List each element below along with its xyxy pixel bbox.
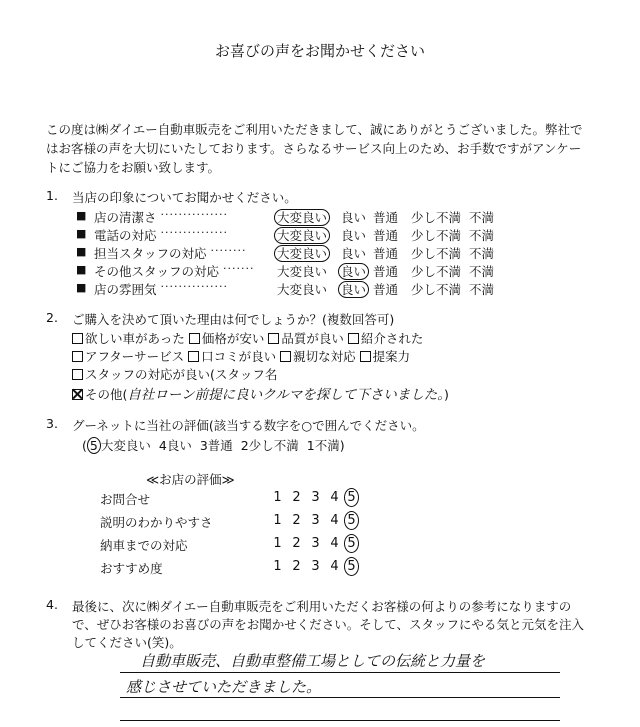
rating-option-label: 良い — [341, 210, 367, 225]
rating-option-selected: 大変良い — [274, 227, 330, 244]
evaluation-item-label: お問合せ — [100, 492, 151, 507]
score-number[interactable]: 1 — [273, 513, 282, 528]
rating-option-label: 不満 — [469, 246, 495, 261]
rating-option-label: 少し不満 — [411, 210, 462, 225]
checkbox-box[interactable] — [280, 351, 291, 362]
rating-option-label: 不満 — [469, 228, 495, 243]
checkbox-option[interactable] — [268, 331, 344, 346]
rating-row-label: 店の雰囲気 — [94, 282, 157, 297]
rating-row-label: 担当スタッフの対応 — [94, 246, 207, 261]
handwritten-comment: 自動車販売、自動車整備工場としての伝統と力量を — [140, 652, 486, 670]
close-paren: ) — [339, 438, 345, 453]
rating-option-label: 不満 — [469, 282, 495, 297]
bullet-icon: ■ — [76, 227, 87, 240]
rating-option[interactable] — [469, 244, 494, 262]
question-text: ご購入を決めて頂いた理由は何でしょうか？(複数回答可) — [72, 312, 395, 327]
checkbox-box[interactable] — [72, 351, 83, 362]
intro-line: はお客様の声を大切にいたしております。さらなるサービス向上のため、お手数ですがアンケー — [46, 141, 582, 156]
rating-option[interactable] — [411, 226, 461, 244]
score-number-selected[interactable]: 5 — [344, 534, 359, 553]
score-number[interactable]: 4 — [330, 559, 339, 574]
question-text: してください(笑)。 — [72, 635, 182, 650]
checkbox-option[interactable] — [188, 349, 276, 364]
rating-option[interactable] — [277, 244, 327, 262]
bullet-icon: ■ — [76, 281, 87, 294]
score-number-selected[interactable]: 5 — [344, 511, 359, 530]
rating-option-label: 普通 — [373, 282, 399, 297]
rating-option[interactable] — [341, 280, 366, 298]
checkbox-label: その他( — [85, 387, 128, 402]
answer-line — [120, 697, 560, 698]
rating-option[interactable] — [277, 262, 327, 280]
evaluation-score — [268, 557, 359, 576]
bullet-icon: ■ — [76, 263, 87, 276]
scale-item — [241, 438, 299, 453]
rating-option[interactable] — [411, 208, 461, 226]
checkbox-label: アフターサービス — [85, 349, 185, 364]
checkbox-option[interactable] — [280, 349, 356, 364]
score-number[interactable]: 3 — [311, 559, 320, 574]
evaluation-score — [268, 488, 359, 507]
checkbox-row — [72, 347, 410, 365]
rating-option-selected: 良い — [338, 263, 369, 280]
page-title: お喜びの声をお聞かせください — [214, 42, 425, 60]
scale-label: 不満 — [314, 438, 340, 453]
checkbox-other[interactable] — [72, 383, 449, 403]
question-text: 最後に、次に㈱ダイエー自動車販売をご利用いただくお客様の何よりの参考になりますの — [72, 599, 572, 614]
rating-option[interactable] — [373, 262, 398, 280]
evaluation-heading: ≪お店の評価≫ — [146, 472, 235, 487]
rating-option[interactable] — [469, 280, 494, 298]
checkbox-label: 品質が良い — [281, 331, 344, 346]
bullet-icon: ■ — [76, 245, 87, 258]
rating-option[interactable] — [373, 244, 398, 262]
rating-option-label: 良い — [341, 228, 367, 243]
rating-option[interactable] — [411, 262, 461, 280]
rating-option-label: 少し不満 — [411, 228, 462, 243]
rating-option-label: 普通 — [373, 246, 399, 261]
checkbox-box[interactable] — [268, 333, 279, 344]
checkbox-box[interactable] — [348, 333, 359, 344]
score-number[interactable]: 4 — [330, 513, 339, 528]
score-number[interactable]: 2 — [292, 490, 301, 505]
score-number[interactable]: 3 — [311, 536, 320, 551]
scale-number: 3 — [199, 438, 208, 453]
checkbox-box[interactable] — [189, 333, 200, 344]
scale-number: 1 — [306, 438, 315, 453]
question-number: 2. — [46, 310, 58, 325]
score-number-selected[interactable]: 5 — [344, 488, 359, 507]
checkbox-option[interactable] — [72, 349, 184, 364]
rating-option[interactable] — [277, 208, 327, 226]
rating-row-label: その他スタッフの対応 — [94, 264, 220, 279]
checkbox-box[interactable] — [188, 351, 199, 362]
leader-dots: ······· — [223, 262, 255, 275]
rating-option-selected: 大変良い — [274, 245, 330, 262]
checkbox-label: 価格が安い — [201, 331, 265, 346]
rating-option[interactable] — [277, 226, 327, 244]
rating-row-label: 店の清潔さ — [94, 210, 157, 225]
rating-option-label: 良い — [341, 246, 367, 261]
rating-option[interactable] — [341, 244, 366, 262]
rating-option[interactable] — [341, 226, 366, 244]
checkbox-option[interactable] — [348, 331, 424, 346]
checkbox-box[interactable] — [72, 369, 83, 380]
score-number-selected[interactable]: 5 — [344, 557, 359, 576]
checkbox-label: 欲しい車があった — [85, 331, 185, 346]
scale-item — [307, 438, 340, 453]
answer-line — [120, 720, 560, 721]
rating-option[interactable] — [373, 280, 398, 298]
rating-option[interactable] — [373, 208, 398, 226]
scale-number-selected: 5 — [87, 437, 101, 454]
checkbox-option[interactable] — [72, 331, 185, 346]
checkbox-label: 親切な対応 — [293, 349, 356, 364]
rating-option[interactable] — [341, 208, 366, 226]
score-number[interactable]: 2 — [292, 536, 301, 551]
question-text: で、ぜひお客様のお喜びの声をお聞かせください。そして、スタッフにやる気と元気を注入 — [72, 617, 585, 632]
rating-option-label: 大変良い — [277, 264, 328, 279]
checkbox-box[interactable] — [72, 333, 83, 344]
rating-option-selected: 良い — [338, 281, 369, 298]
handwritten-comment: 感じさせていただきました。 — [126, 678, 322, 696]
score-number[interactable]: 4 — [330, 536, 339, 551]
checkbox-row — [72, 329, 423, 347]
checkbox-option[interactable] — [189, 331, 265, 346]
leader-dots: ··············· — [160, 280, 228, 293]
scale-label: 良い — [166, 438, 192, 453]
rating-scale — [82, 436, 345, 454]
evaluation-score — [268, 511, 359, 530]
checkbox-label: スタッフの対応が良い(スタッフ名 — [85, 367, 278, 382]
intro-line: トにご協力をお願い致します。 — [46, 160, 221, 175]
bullet-icon: ■ — [76, 209, 87, 222]
scale-number: 4 — [158, 438, 167, 453]
intro-line: この度は㈱ダイエー自動車販売をご利用いただきまして、誠にありがとうございました。弊社で — [46, 122, 583, 137]
rating-option-label: 少し不満 — [411, 246, 462, 261]
scale-label: 少し不満 — [248, 438, 299, 453]
checkbox-option[interactable] — [360, 349, 411, 364]
score-number[interactable]: 1 — [273, 490, 282, 505]
checkbox-label: 口コミが良い — [201, 349, 277, 364]
rating-option[interactable] — [411, 244, 461, 262]
leader-dots: ··············· — [160, 208, 228, 221]
checkbox-box-checked[interactable] — [72, 389, 83, 400]
rating-option-label: 不満 — [469, 264, 495, 279]
evaluation-score — [268, 534, 359, 553]
score-number[interactable]: 2 — [292, 513, 301, 528]
leader-dots: ········ — [210, 244, 247, 257]
scale-number: 2 — [240, 438, 249, 453]
question-number: 3. — [46, 416, 58, 431]
rating-option-label: 不満 — [469, 210, 495, 225]
rating-option[interactable] — [469, 208, 494, 226]
answer-line — [120, 672, 560, 673]
leader-dots: ··············· — [160, 226, 228, 239]
scale-item — [200, 438, 233, 453]
rating-row-label: 電話の対応 — [94, 228, 157, 243]
score-number[interactable]: 1 — [273, 536, 282, 551]
rating-option[interactable] — [277, 280, 327, 298]
rating-option-label: 普通 — [373, 264, 399, 279]
rating-option[interactable] — [411, 280, 461, 298]
score-number[interactable]: 2 — [292, 559, 301, 574]
rating-option-label: 普通 — [373, 228, 399, 243]
scale-item — [159, 438, 192, 453]
rating-option-label: 普通 — [373, 210, 399, 225]
rating-option-selected: 大変良い — [274, 209, 330, 226]
rating-option[interactable] — [469, 226, 494, 244]
checkbox-box[interactable] — [360, 351, 371, 362]
checkbox-label: 提案力 — [372, 349, 411, 364]
scale-label: 大変良い — [100, 438, 151, 453]
score-number[interactable]: 3 — [311, 513, 320, 528]
score-number[interactable]: 4 — [330, 490, 339, 505]
rating-option[interactable] — [469, 262, 494, 280]
evaluation-item-label: おすすめ度 — [100, 561, 163, 576]
close-paren: ) — [443, 387, 449, 402]
rating-option-label: 少し不満 — [411, 264, 462, 279]
rating-option[interactable] — [373, 226, 398, 244]
scale-item — [87, 437, 151, 454]
rating-option-label: 少し不満 — [411, 282, 462, 297]
handwritten-answer: 自社ローン前提に良いクルマを探して下さいました。 — [127, 387, 444, 403]
question-text: 当店の印象についてお聞かせください。 — [72, 190, 297, 205]
checkbox-staff[interactable] — [72, 365, 277, 383]
rating-option-label: 大変良い — [277, 282, 328, 297]
question-number: 4. — [46, 597, 58, 612]
open-paren: ( — [82, 438, 87, 453]
evaluation-item-label: 説明のわかりやすさ — [100, 515, 213, 530]
rating-option[interactable] — [341, 262, 366, 280]
checkbox-label: 紹介された — [360, 331, 424, 346]
question-number: 1. — [46, 188, 58, 203]
scale-label: 普通 — [207, 438, 233, 453]
evaluation-item-label: 納車までの対応 — [100, 538, 188, 553]
question-text: グーネットに当社の評価(該当する数字を○で囲んでください。 — [72, 418, 425, 433]
score-number[interactable]: 1 — [273, 559, 282, 574]
score-number[interactable]: 3 — [311, 490, 320, 505]
